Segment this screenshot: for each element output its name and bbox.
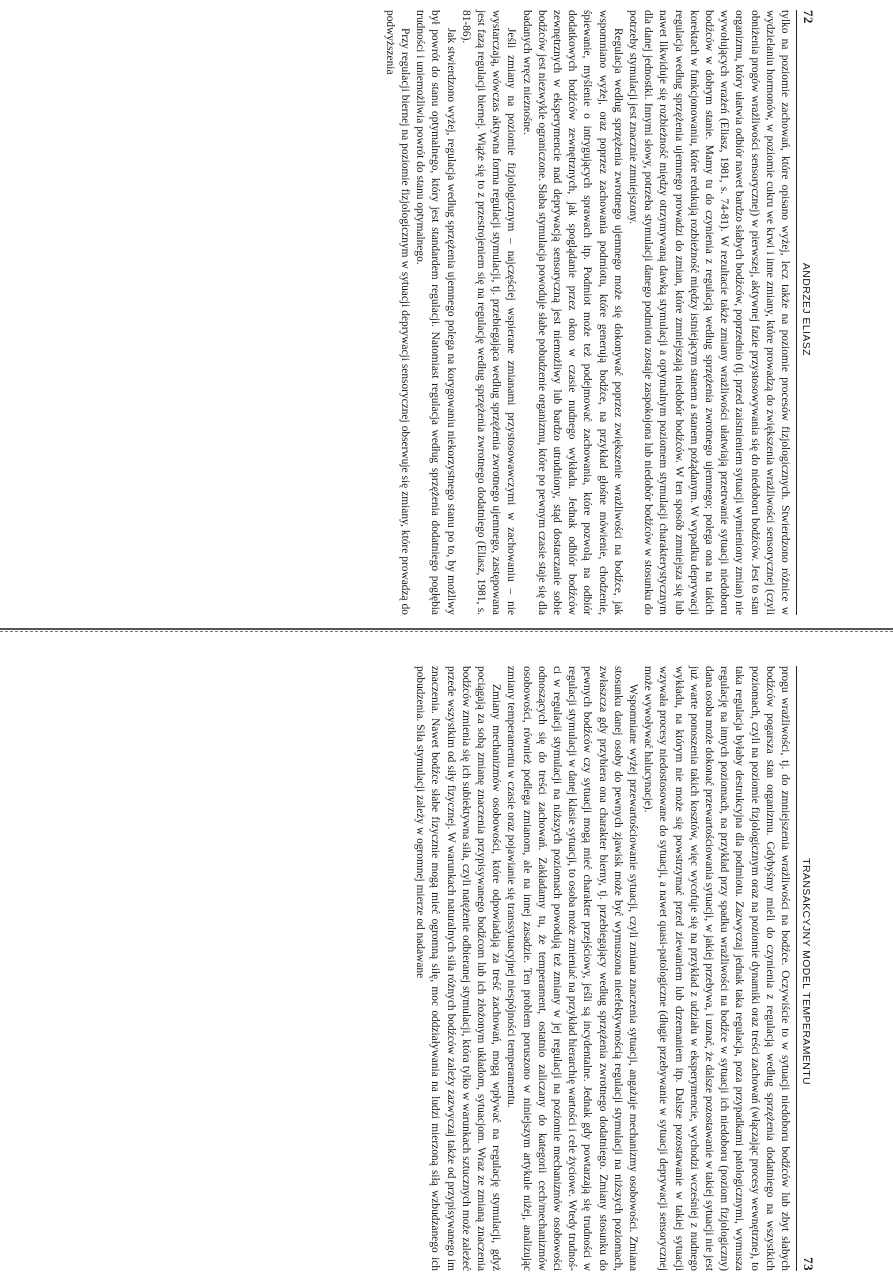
paragraph: Przy regulacji biernej na poziomie fizjologicznym w sytuacji deprywacji sensorycznej obserwuje się zmiany, które prowadzą do podwyższenia <box>383 10 411 615</box>
gutter-fold-line <box>0 631 893 632</box>
paragraph: Zmiany mechanizmów osobowości, które odpowiadają za treść zachowań, mogą wpływać na regulację stymulacji, gdyż pociągają za sobą zmianę znaczenia przypisywanego bodźcom lub ich złożonym układom, sytuacjom. Wraz ze zmianą znaczenia bodźców zmienia się ich subiektywna siła, czyli natężenie odbieranej stymulacji, która tylko w warunkach sztucznych może zależeć przede wszystkim od siły fizycznej. W warunkach naturalnych siła różnych bodźców zależy zazwyczaj także od przypisywanego im znaczenia. Nawet bodźce słabe fizycznie mogą mieć ogromną siłę, moc oddziaływania na ludzi mierzoną siłą wzbudzanego ich pobudzenia. Siła stymulacji zależy w ogromnej mierze od nadawane <box>414 666 503 1271</box>
paragraph: progu wrażliwości, tj. do zmniejszenia wrażliwości na bodźce. Oczywiście to w sytuacji niedoboru bodźców lub zbyt słabych bodźców pogarsza stan organizmu. Gdybyśmy mieli do czynienia z regulacją według sprzężenia dodatniego na wszystkich poziomach, czyli na poziomie fizjologicznym oraz na poziomie dynamiki oraz treści zachowań (włączając procesy wewnętrzne), to taka regulacja byłaby destrukcyjna dla podmiotu. Zazwyczaj jednak taka regulacja, poza przypadkami patologicznymi, wymusza regulację na innych poziomach, na przykład przy spadku wrażliwości na bodźce w sytuacji ich niedoboru (poziom fizjologiczny) dana osoba może dokonać przewartościowania sytuacji, w jakiej przebywa, i uznać, że dalsze pozostawanie w takiej sytuacji nie jest już warte ponoszenia takich kosztów, więc wycofuje się na przykład z udziału w eksperymencie, wychodzi wcześniej z nudnego wykładu, na którym nie może się powstrzymać przed ziewaniem lub drzemaniem itp. Dalsze pozostawanie w takiej sytuacji wzywała procesy niedostosowane do sytuacji, a nawet quasi-patologiczne (długie przebywanie w sytuacji deprywacji sensorycznej może wywoływać halucynacje). <box>642 666 791 1271</box>
page-number: 73 <box>801 1257 816 1271</box>
book-gutter <box>0 618 893 638</box>
running-head-title: TRANSAKCYJNY MODEL TEMPERAMENTU <box>800 858 812 1086</box>
page-72 <box>228 0 818 625</box>
paragraph: Jak stwierdzono wyżej, regulacja według sprzężenia ujemnego polega na korygowaniu niekorzystnego stanu po to, by możliwy był powrót do stanu optymalnego, który jest standardem regulacji. Natomiast regulacja według sprzężenia dodatniego pogłębia trudności i uniemożliwia powrót do stanu optymalnego. <box>414 10 457 615</box>
paragraph: Jeśli zmiany na poziomie fizjologicznym – najczęściej wspierane zmianami przystosowawczymi w zachowaniu – nie wystarczają, wówczas aktywna forma regulacji stymulacji, tj. przebiegająca według sprzężenia zwrotnego ujemnego, zastępowana jest fazą regulacji biernej. Wiąże się to z przestrojeniem się na regulację według sprzężenia zwrotnego dodatniego (Eliasz, 1981, s. 81-86). <box>459 10 518 615</box>
page-73 <box>228 656 818 1281</box>
gutter-shadow-line <box>0 628 893 630</box>
paragraph: Wspomniane wyżej przewartościowanie sytuacji, czyli zmiana znaczenia sytuacji, angażuje mechanizmy osobowości. Zmiana stosunku danej osoby do pewnych zjawisk może być wymuszona nieefektywnością regulacji stymulacji na niższych poziomach, zwłaszcza gdy przybiera ona charakter bierny, tj. przebiegający według sprzężenia zwrotnego dodatniego. Zmiany stosunku do pewnych bodźców czy sytuacji mogą mieć charakter przejściowy, jeśli są incydentalne. Jednak gdy powtarzają się trudności w regulacji stymulacji w danej klasie sytuacji, to osoba może zmieniać na przykład hierarchię wartości i cele życiowe. Wtedy trudności w regulacji stymulacji na niższych poziomach powodują też zmiany w jej regulacji na poziomie mechanizmów osobowości odnoszących się do treści zachowań. Zakładamy tu, że temperament, ostatnio zaliczany do kategorii cech/mechanizmów osobowości, również podlega zmianom, ale na innej zasadzie. Ten problem poruszono w niniejszym artykule niżej, analizując zmiany temperamentu w czasie oraz pojawianie się transsytuacyjnej niespójności temperamentu. <box>505 666 639 1271</box>
running-header <box>796 10 816 615</box>
page-number: 72 <box>801 10 816 24</box>
running-header <box>796 666 816 1271</box>
paragraph: Regulacja według sprzężenia zwrotnego ujemnego może się dokonywać poprzez zwiększenie wrażliwości na bodźce, jak wspomniano wyżej, oraz poprzez zachowania podmiotu, które generują bodźce, na przykład głośne mówienie, chodzenie, śpiewanie, myślenie o intrygujących sprawach itp. Podmiot może też podejmować zachowania, które pozwolą na odbiór dodatkowych bodźców zewnętrznych, jak spoglądanie przez okno w czasie nudnego wykładu. Jednak odbiór bodźców zewnętrznych w eksperymencie nad deprywacją sensoryczną jest niemożliwy lub bardzo utrudniony, stąd dostarczanie sobie bodźców jest niezwykle ograniczone. Słaba stymulacja powoduje słabe pobudzenie organizmu, które po pewnym czasie staje się dla badanych wręcz nieznośne. <box>520 10 624 615</box>
paragraph: tylko na poziomie zachowań, które opisano wyżej, lecz także na poziomie procesów fizjologicznych. Stwierdzono różnice w wydzielaniu hormonów, w poziomie cukru we krwi i inne zmiany, które prowadzą do zwiększenia wrażliwości sensorycznej (czyli obniżenia progów wrażliwości sensorycznej) w pierwszej, aktywnej fazie przystosowywania się do niedoboru bodźców. Jest to stan organizmu, który ułatwia odbiór nawet bardzo słabych bodźców, poprzednio (tj. przed zaistnieniem sytuacji wymieniony zmian) nie wywołujących wrażeń (Eliasz, 1981, s. 74-81). W rezultacie także zmiany wrażliwości ułatwiają przetrwanie sytuacji niedoboru bodźców w dobrym stanie. Mamy tu do czynienia z regulacją według sprzężenia zwrotnego ujemnego; polega ona na takich korektach w funkcjonowaniu, które redukują rozbieżność między istniejącym stanem a stanem pożądanym. W wypadku deprywacji regulacja według sprzężenia ujemnego prowadzi do zmian, które zmniejszają niedobór bodźców. W ten sposób zmniejsza się lub nawet likwiduje się rozbieżność między otrzymywaną dawką stymulacji a optymalnym poziomem stymulacji charakterystycznym dla danej jednostki. Innymi słowy, potrzeba stymulacji danego podmiotu zostaje zaspokojona lub niedobór bodźców w stosunku do potrzeby stymulacji jest znacznie zmniejszony. <box>626 10 791 615</box>
running-head-author: ANDRZEJ ELIASZ <box>800 262 812 356</box>
